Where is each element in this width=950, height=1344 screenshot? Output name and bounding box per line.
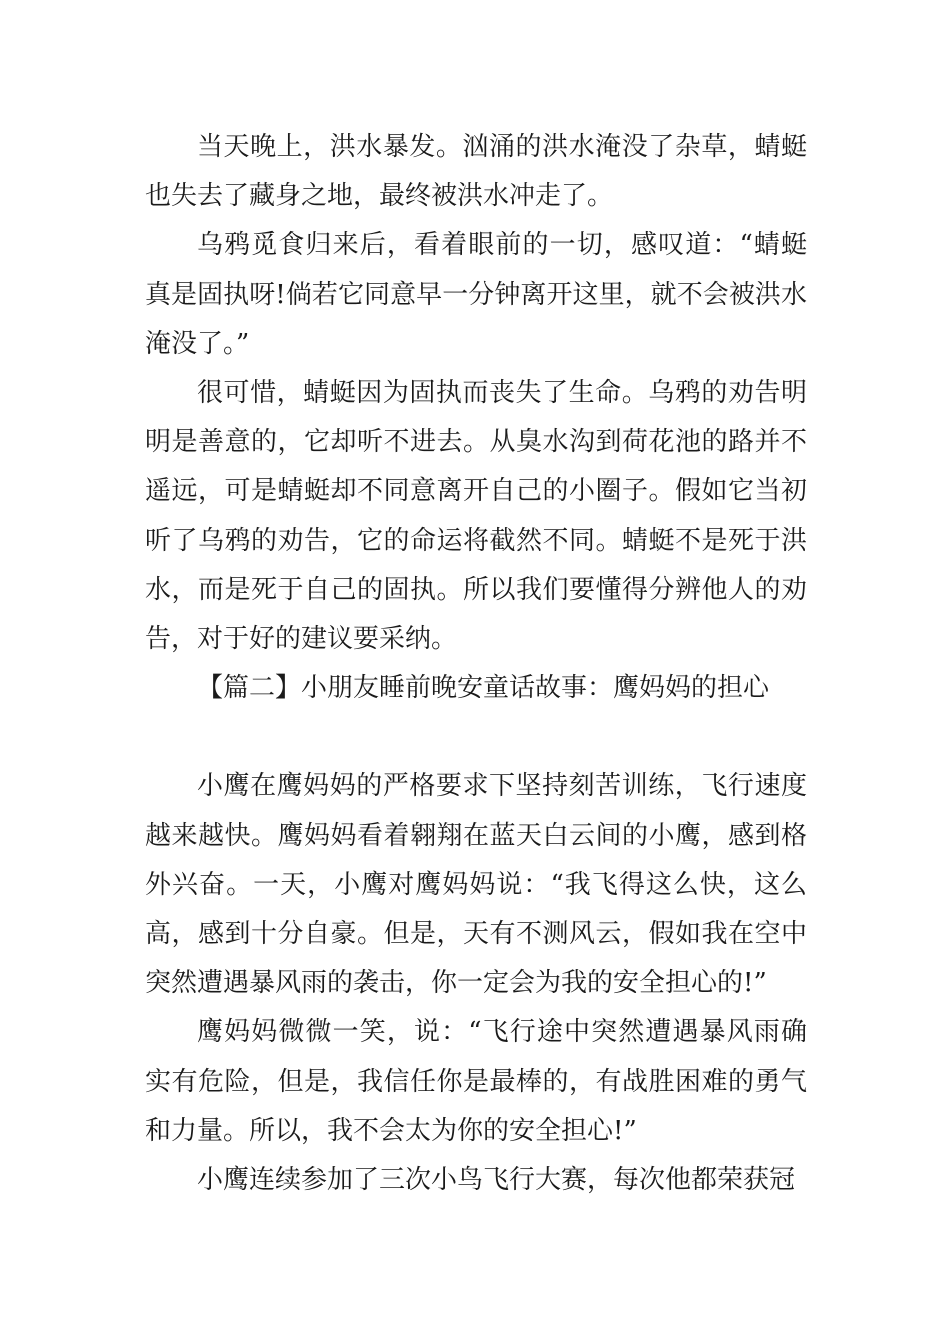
document-page (145, 123, 807, 1205)
section-heading: 【篇二】小朋友睡前晚安童话故事：鹰妈妈的担心 (197, 673, 770, 704)
paragraph-young-eagle: 小鹰在鹰妈妈的严格要求下坚持刻苦训练，飞行速度越来越快。鹰妈妈看着翱翔在蓝天白云间的小鹰，感到格外兴奋。一天，小鹰对鹰妈妈说：“我飞得这么快，这么高，感到十分自豪。但是，天有不测风云，假如我在空中突然遭遇暴风雨的袭击，你一定会为我的安全担心的!” (145, 771, 807, 999)
paragraph-moral: 很可惜，蜻蜓因为固执而丧失了生命。乌鸦的劝告明明是善意的，它却听不进去。从臭水沟到荷花池的路并不遥远，可是蜻蜓却不同意离开自己的小圈子。假如它当初听了乌鸦的劝告，它的命运将截然不同。蜻蜓不是死于洪水，而是死于自己的固执。所以我们要懂得分辨他人的劝告，对于好的建议要采纳。 (145, 378, 807, 655)
paragraph-flood: 当天晚上，洪水暴发。汹涌的洪水淹没了杂草，蜻蜓也失去了藏身之地，最终被洪水冲走了。 (145, 132, 807, 212)
paragraph-contest: 小鹰连续参加了三次小鸟飞行大赛，每次他都荣获冠 (197, 1165, 796, 1196)
paragraph-crow-sigh: 乌鸦觅食归来后，看着眼前的一切，感叹道：“蜻蜓真是固执呀!倘若它同意早一分钟离开这里，就不会被洪水淹没了。” (145, 230, 807, 359)
paragraph-mother-eagle: 鹰妈妈微微一笑，说：“飞行途中突然遭遇暴风雨确实有危险，但是，我信任你是最棒的，有战胜困难的勇气和力量。所以，我不会太为你的安全担心!” (145, 1017, 807, 1146)
